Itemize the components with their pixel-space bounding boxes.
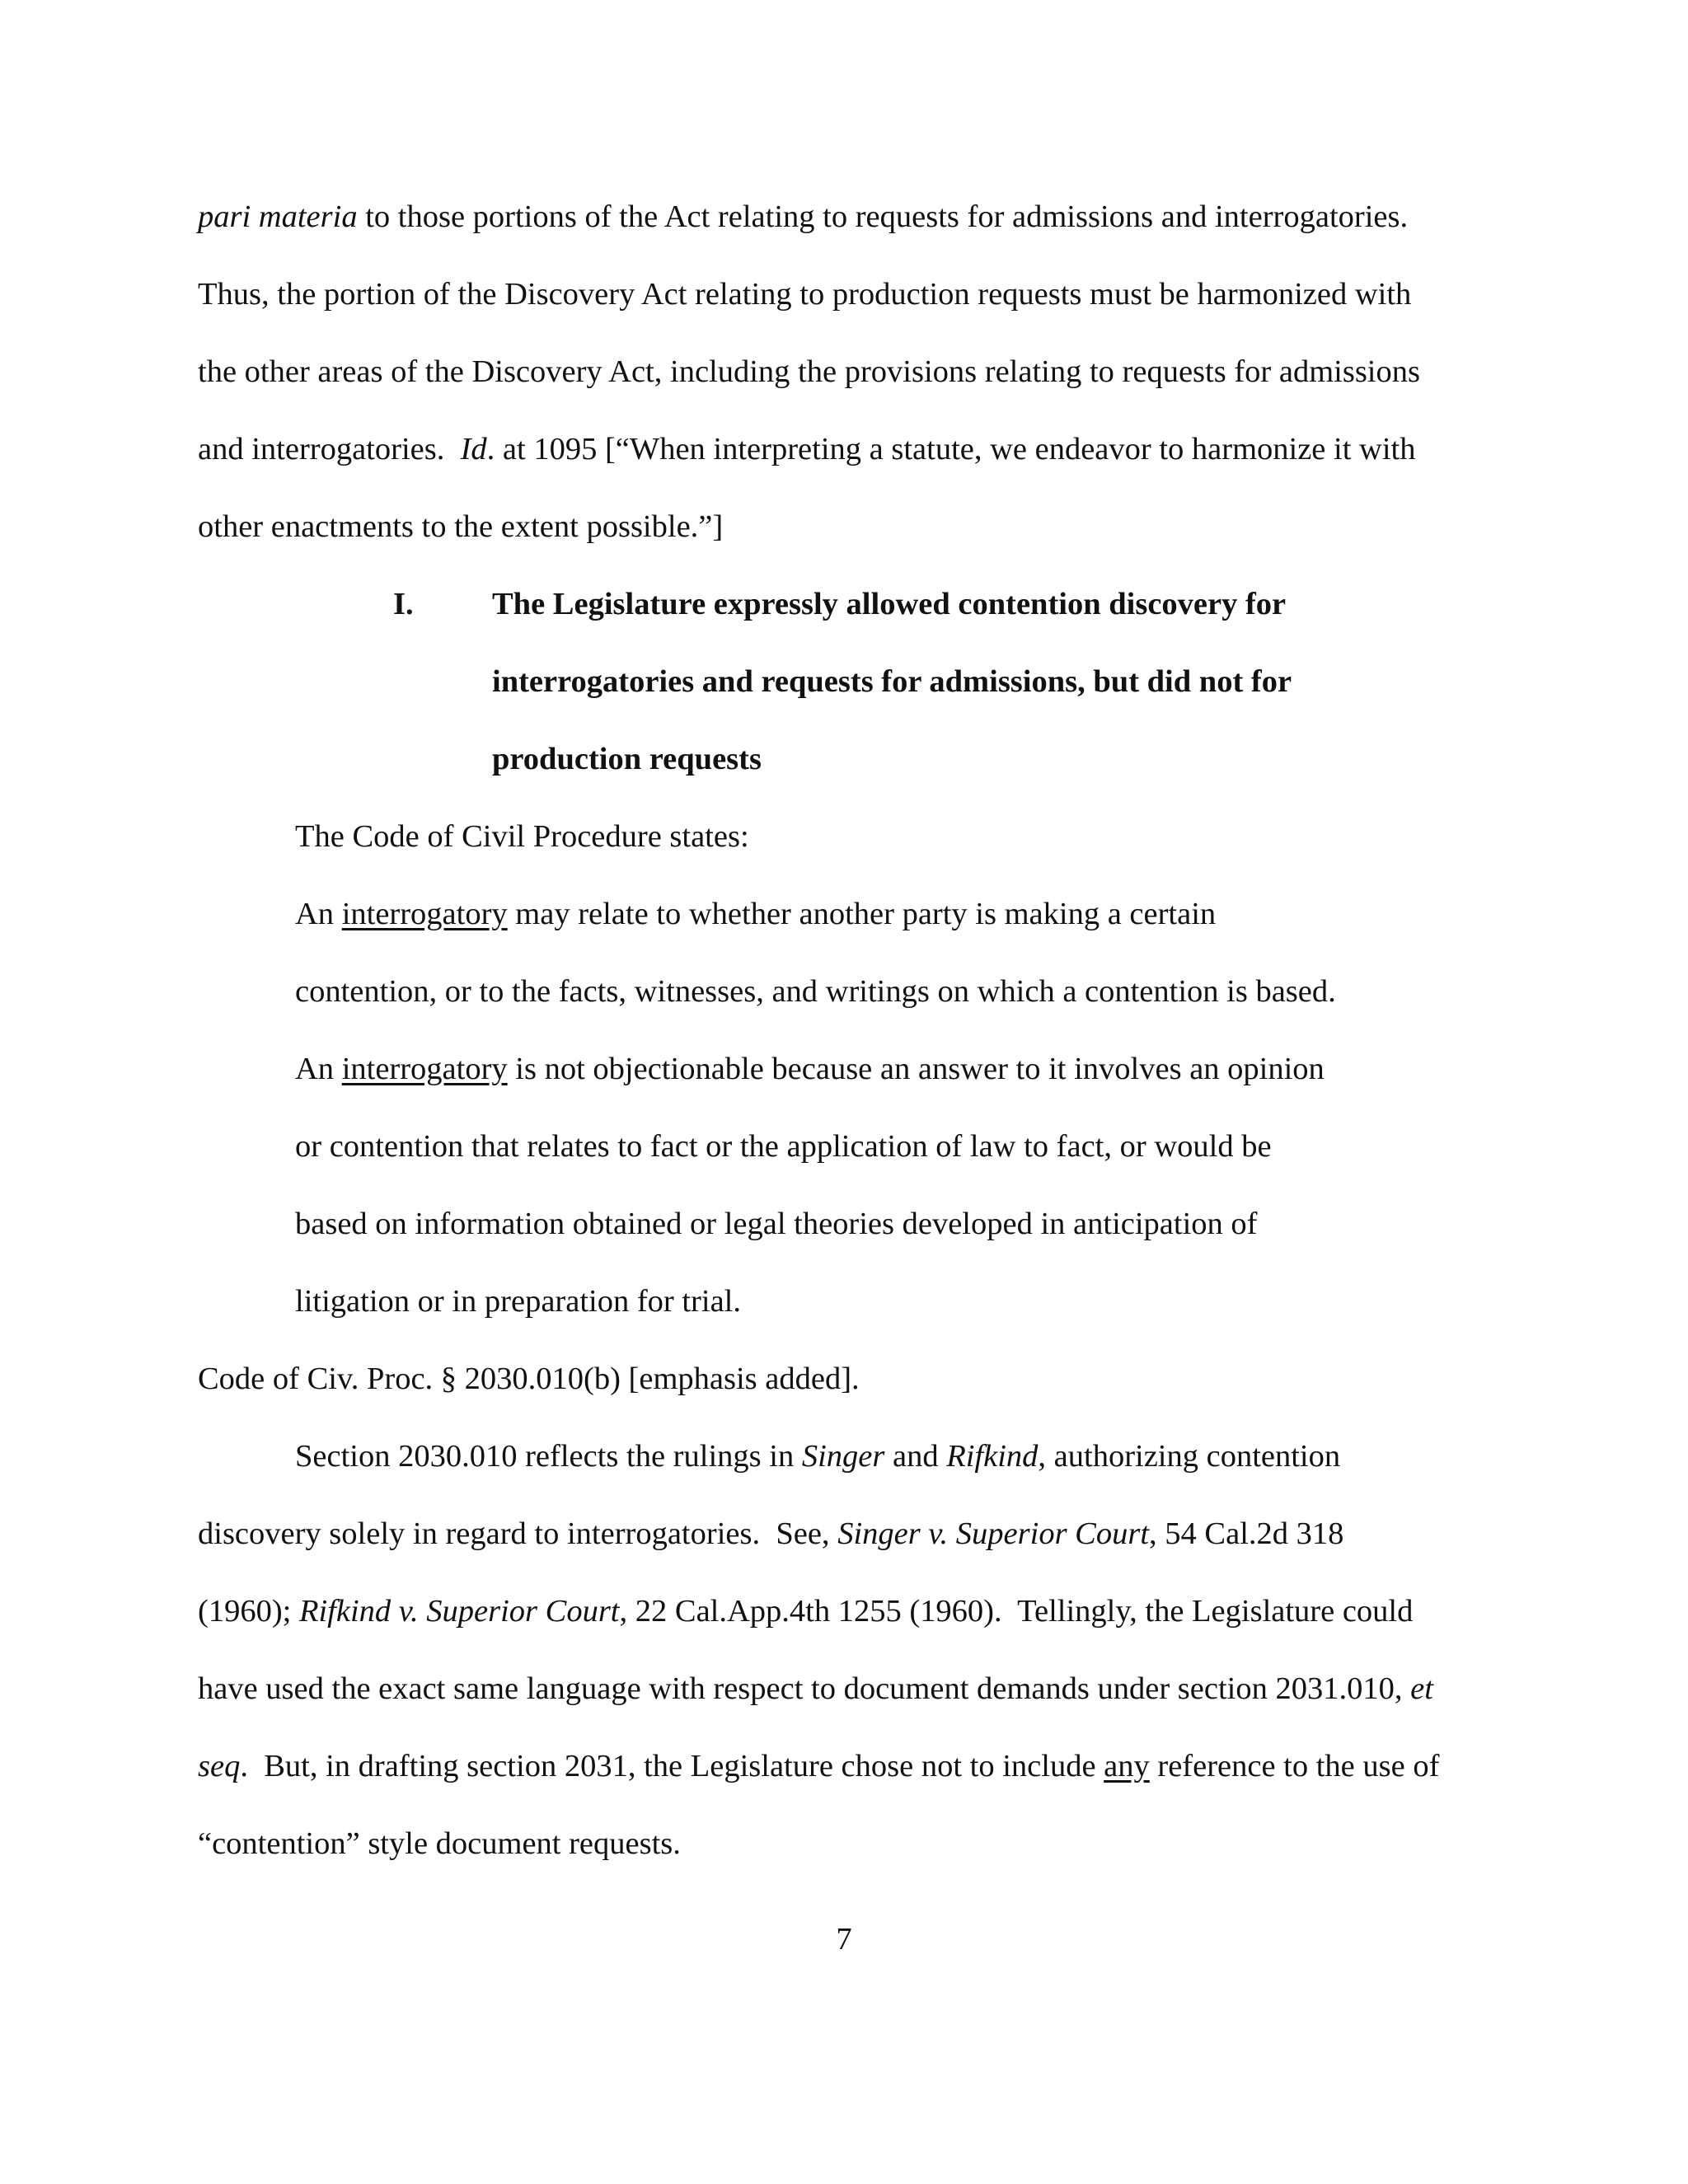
paragraph-1-line-3: the other areas of the Discovery Act, including the provisions relating to requests for admissions xyxy=(198,354,1420,389)
quote-line-2: contention, or to the facts, witnesses, and writings on which a contention is based. xyxy=(295,974,1336,1009)
page-number: 7 xyxy=(836,1922,852,1957)
paragraph-1-line-4: and interrogatories. Id. at 1095 [“When interpreting a statute, we endeavor to harmonize it with xyxy=(198,432,1416,466)
quote-line-6: litigation or in preparation for trial. xyxy=(295,1284,741,1319)
quote-line-3: An interrogatory is not objectionable because an answer to it involves an opinion xyxy=(295,1052,1325,1086)
paragraph-1-line-5: other enactments to the extent possible.”] xyxy=(198,509,724,544)
intro-line: The Code of Civil Procedure states: xyxy=(295,819,749,854)
heading-line-2: interrogatories and requests for admissions, but did not for xyxy=(492,664,1292,699)
latin-phrase: pari materia xyxy=(198,199,358,234)
citation-line: Code of Civ. Proc. § 2030.010(b) [emphasis added]. xyxy=(198,1361,860,1396)
paragraph-1-line-2: Thus, the portion of the Discovery Act relating to production requests must be harmonized with xyxy=(198,277,1412,312)
paragraph-2-line-1: Section 2030.010 reflects the rulings in Singer and Rifkind, authorizing contention xyxy=(295,1439,1341,1474)
paragraph-2-line-3: (1960); Rifkind v. Superior Court, 22 Cal.App.4th 1255 (1960). Tellingly, the Legislature could xyxy=(198,1594,1414,1629)
quote-line-1: An interrogatory may relate to whether another party is making a certain xyxy=(295,897,1217,931)
quote-line-4: or contention that relates to fact or the application of law to fact, or would be xyxy=(295,1129,1272,1164)
paragraph-2-line-4: have used the exact same language with respect to document demands under section 2031.010, et xyxy=(198,1671,1433,1706)
quote-line-5: based on information obtained or legal theories developed in anticipation of xyxy=(295,1207,1258,1241)
paragraph-2-line-5: seq. But, in drafting section 2031, the Legislature chose not to include any reference to the use of xyxy=(198,1749,1440,1783)
heading-line-1: The Legislature expressly allowed contention discovery for xyxy=(492,587,1287,621)
paragraph-2-line-6: “contention” style document requests. xyxy=(198,1826,681,1861)
paragraph-1-line-1: pari materia to those portions of the Act relating to requests for admissions and interrogatories. xyxy=(198,199,1409,234)
paragraph-2-line-2: discovery solely in regard to interrogatories. See, Singer v. Superior Court, 54 Cal.2d 318 xyxy=(198,1516,1344,1551)
heading-line-3: production requests xyxy=(492,742,762,776)
heading-number: I. xyxy=(393,587,414,621)
